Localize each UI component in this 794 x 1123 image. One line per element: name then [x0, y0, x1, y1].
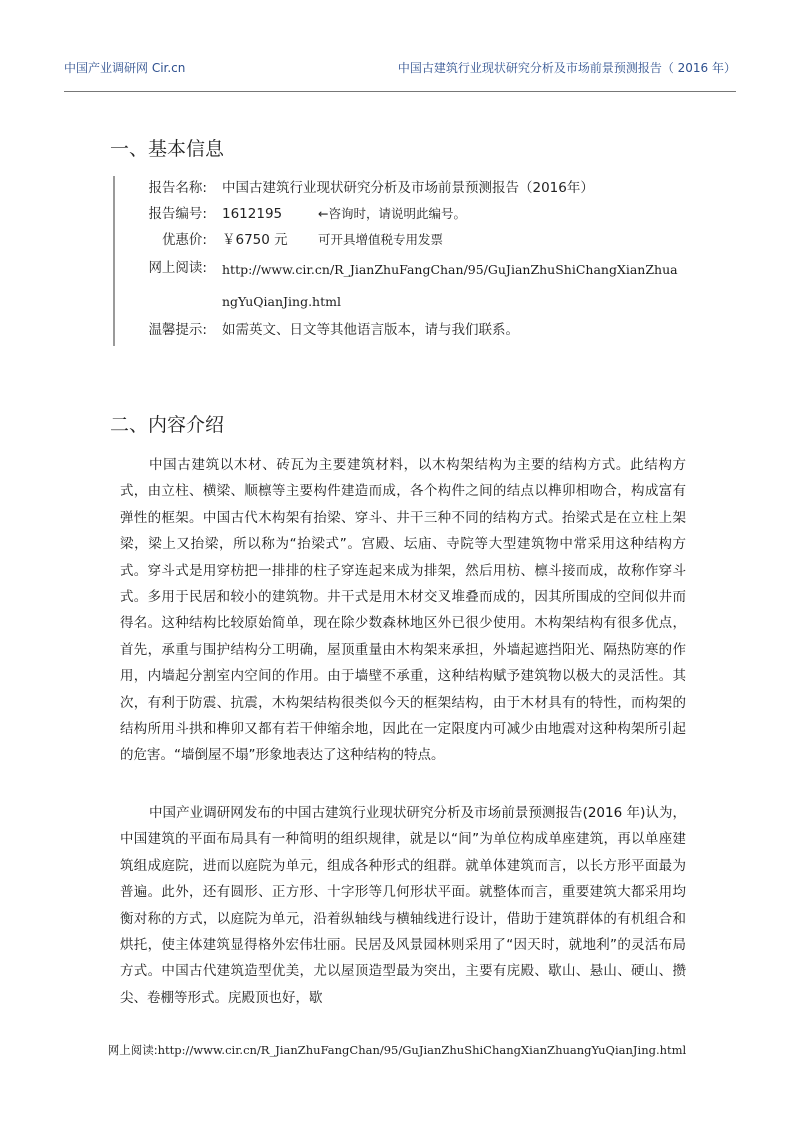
section-title-basic-info: 一、基本信息 [110, 138, 225, 160]
online-read-link[interactable]: http://www.cir.cn/R_JianZhuFangChan/95/GuJianZhuShiChangXianZhuangYuQianJing.html [222, 262, 678, 309]
info-row-tip [115, 318, 695, 346]
page-header [64, 59, 736, 92]
section-title-content-intro: 二、内容介绍 [110, 414, 225, 436]
report-code-note: ←咨询时，请说明此编号。 [318, 206, 466, 221]
report-code-value: 1612195 [222, 206, 283, 222]
footer-label: 网上阅读: [107, 1043, 158, 1057]
content-paragraph-1: 中国古建筑以木材、砖瓦为主要建筑材料，以木构架结构为主要的结构方式。此结构方式，由立柱、横梁、顺檩等主要构件建造而成，各个构件之间的结点以榫卯相吻合，构成富有弹性的框架。中国古代木构架有抬梁、穿斗、井干三种不同的结构方式。抬梁式是在立柱上架梁，梁上又抬梁，所以称为“抬梁式”。宫殿、坛庙、寺院等大型建筑物中常采用这种结构方式。穿斗式是用穿枋把一排排的柱子穿连起来成为排架，然后用枋、檩斗接而成，故称作穿斗式。多用于民居和较小的建筑物。井干式是用木材交叉堆叠而成的，因其所围成的空间似井而得名。这种结构比较原始简单，现在除少数森林地区外已很少使用。木构架结构有很多优点，首先，承重与围护结构分工明确，屋顶重量由木构架来承担，外墙起遮挡阳光、隔热防寒的作用，内墙起分割室内空间的作用。由于墙壁不承重，这种结构赋予建筑物以极大的灵活性。其次，有利于防震、抗震，木构架结构很类似今天的框架结构，由于木材具有的特性，而构架的结构所用斗拱和榫卯又都有若干伸缩余地，因此在一定限度内可减少由地震对这种构架所引起的危害。“墙倒屋不塌”形象地表达了这种结构的特点。 [120, 457, 686, 764]
report-name-label: 报告名称: [148, 180, 207, 196]
info-row-code [115, 202, 695, 228]
info-row-price [115, 228, 695, 254]
page-footer [0, 1042, 794, 1058]
price-label: 优惠价: [161, 232, 207, 248]
basic-info-block [113, 176, 695, 346]
report-code-label: 报告编号: [148, 206, 207, 222]
info-row-name [115, 176, 695, 202]
header-site-name[interactable]: 中国产业调研网 Cir.cn [64, 61, 186, 75]
invoice-note: 可开具增值税专用发票 [318, 232, 444, 247]
content-paragraph-2: 中国产业调研网发布的中国古建筑行业现状研究分析及市场前景预测报告(2016 年)认为，中国建筑的平面布局具有一种简明的组织规律，就是以“间”为单位构成单座建筑，再以单座建筑组成庭院，进而以庭院为单元，组成各种形式的组群。就单体建筑而言，以长方形平面最为普遍。此外，还有圆形、正方形、十字形等几何形状平面。就整体而言，重要建筑大都采用均衡对称的方式，以庭院为单元，沿着纵轴线与横轴线进行设计，借助于建筑群体的有机组合和烘托，使主体建筑显得格外宏伟壮丽。民居及风景园林则采用了“因天时，就地利”的灵活布局方式。中国古代建筑造型优美，尤以屋顶造型最为突出，主要有庑殿、歇山、悬山、硬山、攒尖、卷棚等形式。庑殿顶也好，歇 [120, 805, 686, 1006]
info-row-online [115, 254, 695, 318]
tip-value: 如需英文、日文等其他语言版本，请与我们联系。 [222, 322, 519, 338]
price-value: ￥6750 元 [222, 232, 288, 248]
footer-url-link[interactable]: http://www.cir.cn/R_JianZhuFangChan/95/GuJianZhuShiChangXianZhuangYuQianJing.html [157, 1043, 687, 1057]
tip-label: 温馨提示: [148, 322, 207, 338]
header-report-title: 中国古建筑行业现状研究分析及市场前景预测报告（ 2016 年） [397, 61, 736, 75]
online-read-label: 网上阅读: [148, 260, 207, 276]
report-name-value: 中国古建筑行业现状研究分析及市场前景预测报告（2016年） [222, 180, 594, 196]
